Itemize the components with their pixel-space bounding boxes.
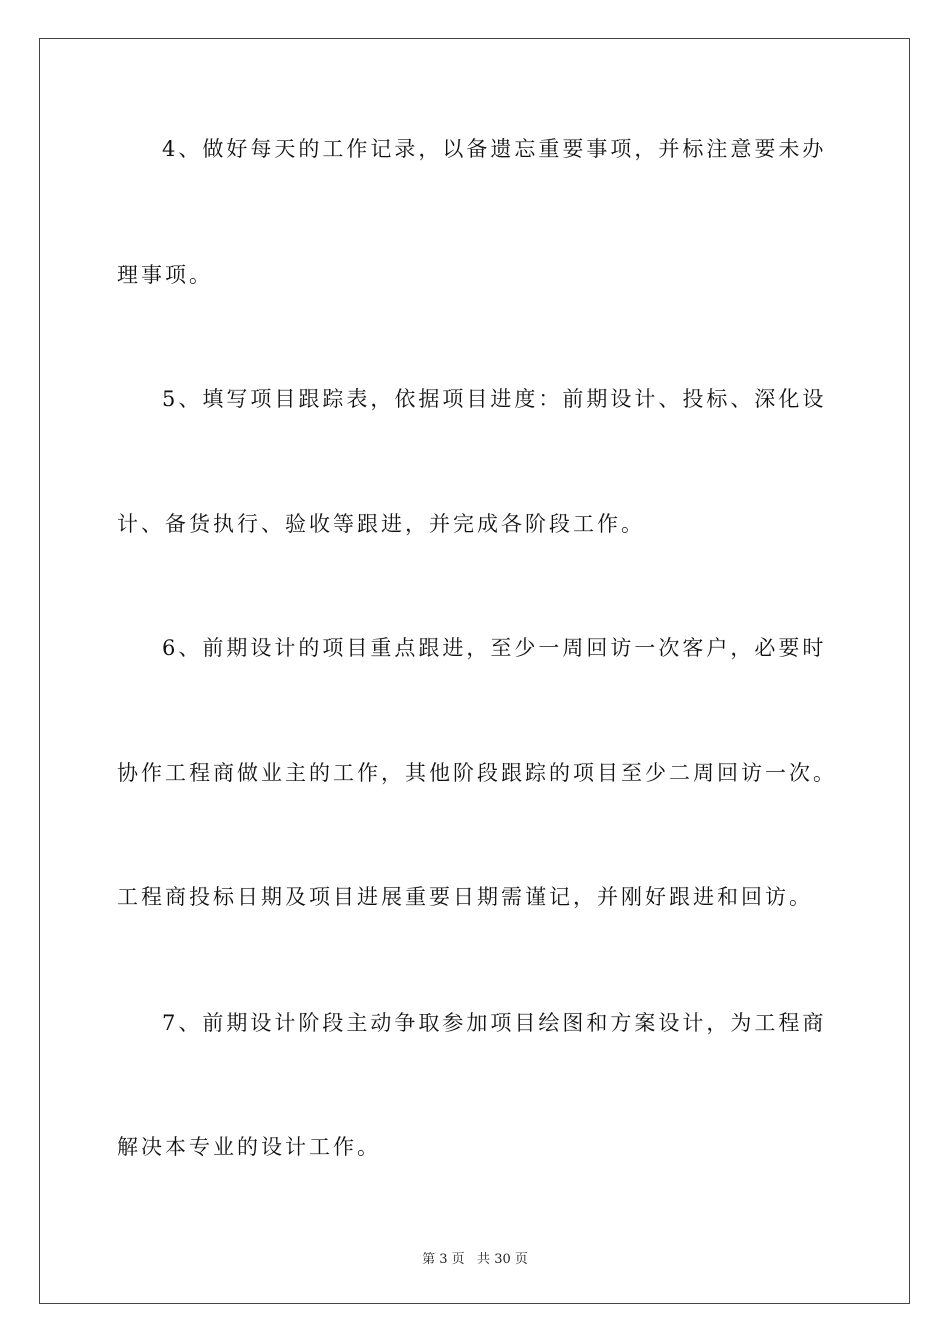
page-number: 第 3 页 共 30 页 (422, 1252, 528, 1267)
paragraph-7-line-1: 7、前期设计阶段主动争取参加项目绘图和方案设计，为工程商 (162, 1011, 827, 1035)
page-border (39, 38, 910, 1304)
paragraph-7-line-2: 解决本专业的设计工作。 (117, 1135, 381, 1159)
paragraph-4-line-1: 4、做好每天的工作记录，以备遗忘重要事项，并标注意要未办 (162, 137, 827, 161)
paragraph-4-line-2: 理事项。 (117, 263, 213, 287)
paragraph-6-line-3: 工程商投标日期及项目进展重要日期需谨记，并刚好跟进和回访。 (117, 885, 813, 909)
paragraph-5-line-2: 计、备货执行、验收等跟进，并完成各阶段工作。 (117, 512, 645, 536)
paragraph-6-line-1: 6、前期设计的项目重点跟进，至少一周回访一次客户，必要时 (162, 636, 827, 660)
paragraph-6-line-2: 协作工程商做业主的工作，其他阶段跟踪的项目至少二周回访一次。 (117, 761, 837, 785)
paragraph-5-line-1: 5、填写项目跟踪表，依据项目进度：前期设计、投标、深化设 (162, 387, 827, 411)
